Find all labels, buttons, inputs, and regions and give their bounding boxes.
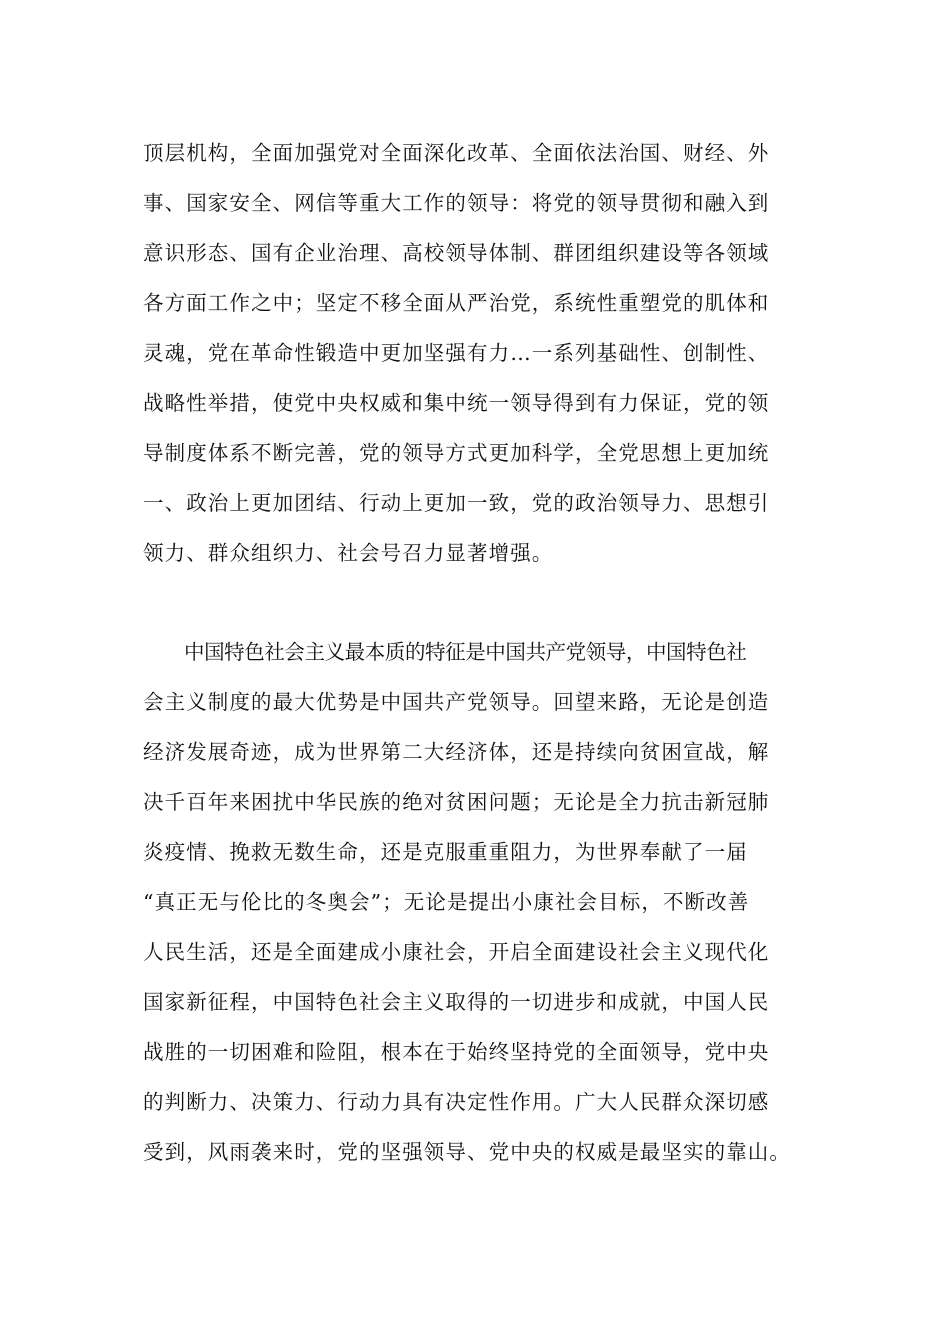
paragraph-2-line-10: 的判断力、决策力、行动力具有决定性作用。广大人民群众深切感 [143, 1090, 770, 1114]
paragraph-2-line-2: 会主义制度的最大优势是中国共产党领导。回望来路，无论是创造 [143, 690, 770, 714]
paragraph-2-line-8: 国家新征程，中国特色社会主义取得的一切进步和成就，中国人民 [143, 990, 770, 1014]
paragraph-2-line-3: 经济发展奇迹，成为世界第二大经济体，还是持续向贫困宣战，解 [143, 740, 770, 764]
paragraph-1-line-9: 领力、群众组织力、社会号召力显著增强。 [143, 541, 554, 565]
paragraph-2-line-6: “真正无与伦比的冬奥会”；无论是提出小康社会目标，不断改善 [143, 890, 750, 914]
paragraph-1-line-5: 灵魂，党在革命性锻造中更加坚强有力…一系列基础性、创制性、 [143, 341, 770, 365]
paragraph-2-line-7: 人民生活，还是全面建成小康社会，开启全面建设社会主义现代化 [143, 940, 770, 964]
paragraph-2 [143, 627, 809, 1177]
paragraph-2-line-1: 中国特色社会主义最本质的特征是中国共产党领导，中国特色社 [184, 640, 747, 664]
paragraph-2-line-4: 决千百年来困扰中华民族的绝对贫困问题；无论是全力抗击新冠肺 [143, 790, 770, 814]
paragraph-1-line-2: 事、国家安全、网信等重大工作的领导：将党的领导贯彻和融入到 [143, 191, 770, 215]
paragraph-1-line-1: 顶层机构，全面加强党对全面深化改革、全面依法治国、财经、外 [143, 141, 770, 165]
paragraph-1-line-3: 意识形态、国有企业治理、高校领导体制、群团组织建设等各领域 [143, 241, 770, 265]
paragraph-1-line-6: 战略性举措，使党中央权威和集中统一领导得到有力保证，党的领 [143, 391, 770, 415]
paragraph-1-line-7: 导制度体系不断完善，党的领导方式更加科学，全党思想上更加统 [143, 441, 770, 465]
paragraph-2-line-9: 战胜的一切困难和险阻，根本在于始终坚持党的全面领导，党中央 [143, 1040, 770, 1064]
paragraph-2-line-5: 炎疫情、挽救无数生命，还是克服重重阻力，为世界奉献了一届 [143, 840, 748, 864]
paragraph-1-line-8: 一、政治上更加团结、行动上更加一致，党的政治领导力、思想引 [143, 491, 770, 515]
paragraph-2-line-11: 受到，风雨袭来时，党的坚强领导、党中央的权威是最坚实的靠山。 [143, 1140, 791, 1164]
paragraph-1-line-4: 各方面工作之中；坚定不移全面从严治党，系统性重塑党的肌体和 [143, 291, 770, 315]
paragraph-1 [143, 128, 809, 578]
